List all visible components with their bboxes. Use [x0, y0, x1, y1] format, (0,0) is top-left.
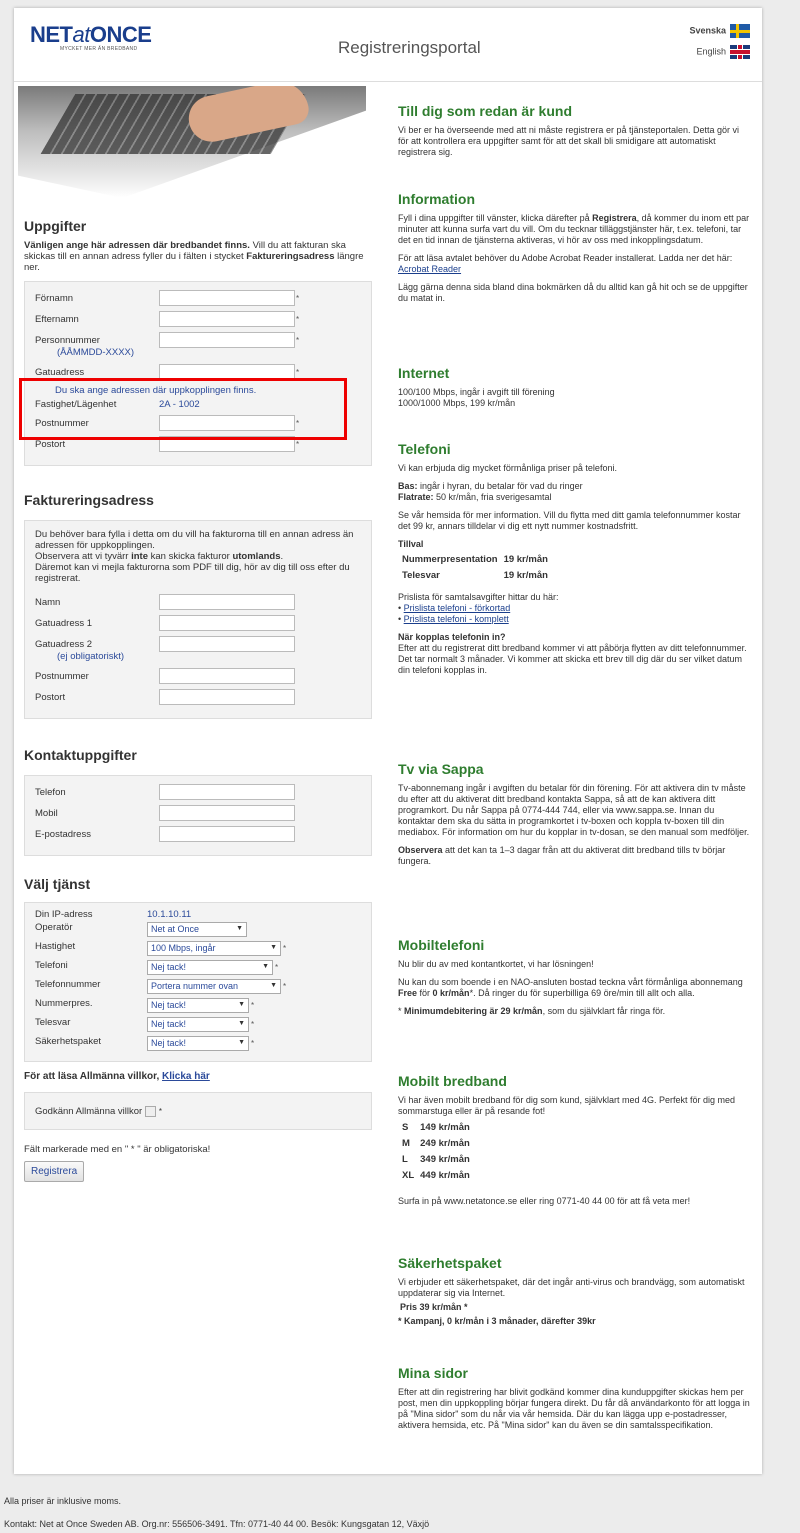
- section-internet: [398, 365, 752, 409]
- tv-p1: Tv-abonnemang ingår i avgiften du betalar för din förening. För att aktivera din tv måste du efter att du aktiverat ditt bredband kontakta Sappa, så att de kan aktivera ditt programkort. Du når Sappa på 0774-444 744, eller via www.sappa.se. Innan du kontaktar dem ska du sätta in programkortet i tv-boxen och koppla tv-boxen till din mediabox. För information om hur du kopplar in tv-dosan, se den manual som medföljer.: [398, 783, 750, 837]
- telesvar-select[interactable]: [147, 1017, 249, 1032]
- ip-value: 10.1.10.11: [147, 909, 192, 920]
- tv-heading: Tv via Sappa: [398, 761, 484, 777]
- faktura-box: [24, 520, 372, 719]
- nummerpres-select[interactable]: [147, 998, 249, 1013]
- kontakt-heading: Kontaktuppgifter: [24, 747, 137, 763]
- register-button[interactable]: Registrera: [24, 1161, 84, 1182]
- sak-pris: Pris 39 kr/mån *: [400, 1302, 468, 1312]
- fornamn-label: Förnamn: [35, 293, 74, 304]
- info-p1a: Fyll i dina uppgifter till vänster, klicka därefter på: [398, 213, 593, 223]
- required-note: Fält markerade med en " * " är obligatoriska!: [24, 1144, 211, 1155]
- chevron-down-icon: ▼: [236, 925, 243, 932]
- sakerhet-row: [35, 1036, 361, 1053]
- telefoni-label: Telefoni: [35, 960, 68, 971]
- epost-input[interactable]: [159, 826, 295, 842]
- required-mark: *: [296, 315, 300, 324]
- acrobat-reader-link[interactable]: Acrobat Reader: [398, 264, 462, 274]
- mobbb-price: 449 kr/mån: [420, 1170, 470, 1181]
- faktura-postort-label: Postort: [35, 692, 66, 703]
- personnummer-row: [35, 332, 361, 353]
- gatuadress2-row: [35, 636, 361, 657]
- table-row: [400, 554, 550, 568]
- chevron-down-icon: ▼: [238, 1039, 245, 1046]
- kopplas-heading: När kopplas telefonin in?: [398, 632, 506, 642]
- highlight-box: [19, 378, 347, 440]
- sakerhet-label: Säkerhetspaket: [35, 1036, 102, 1047]
- namn-label: Namn: [35, 597, 61, 608]
- mobbb-size: XL: [402, 1170, 415, 1181]
- info-p1c: , då kommer du inom ett par minuter att kunna surfa vart du vill. Om du tecknar tilläggstjänster här, t.ex. telefoni, tar det en tid innan de tjänsterna aktiveras, vi hör av oss med inkopplingsdatum.: [398, 213, 750, 245]
- tillval-name: Telesvar: [402, 570, 440, 581]
- tillval-heading: Tillval: [398, 539, 424, 549]
- kund-heading: Till dig som redan är kund: [398, 103, 572, 119]
- telefon-row: [35, 784, 361, 805]
- telefonnummer-row: [35, 979, 361, 998]
- hastighet-value: 100 Mbps, ingår: [151, 943, 216, 953]
- namn-row: [35, 594, 361, 615]
- info-p2: [398, 253, 752, 275]
- uk-flag-icon[interactable]: [730, 45, 750, 59]
- intro2e: .: [280, 551, 284, 562]
- operator-row: [35, 922, 361, 941]
- required-mark: *: [296, 336, 300, 345]
- mina-sidor-heading: Mina sidor: [398, 1365, 469, 1381]
- mobtel-p2: [398, 977, 752, 999]
- ip-label: Din IP-adress: [35, 909, 93, 920]
- intro2d: utomlands: [232, 551, 281, 562]
- hastighet-select[interactable]: [147, 941, 281, 956]
- mobtel-p2d: 0 kr/mån: [432, 988, 470, 998]
- language-swedish[interactable]: [689, 24, 750, 38]
- personnummer-input[interactable]: [159, 332, 295, 348]
- tillval-price: 19 kr/mån: [503, 570, 548, 581]
- telefoni-value: Nej tack!: [151, 962, 187, 972]
- accept-checkbox[interactable]: [145, 1106, 156, 1117]
- epost-row: [35, 826, 361, 847]
- required-mark: *: [251, 1039, 255, 1048]
- tjanst-heading: Välj tjänst: [24, 876, 91, 892]
- mobtel-p2e: *. Då ringer du för superbilliga 69 öre/min till allt och alla.: [469, 988, 695, 998]
- mobbb-size: M: [402, 1138, 410, 1149]
- tillval-name: Nummerpresentation: [402, 554, 498, 565]
- mobbb-p2: Surfa in på www.netatonce.se eller ring 0771-40 44 00 för att få veta mer!: [398, 1196, 691, 1206]
- footer-kontakt: Kontakt: Net at Once Sweden AB. Org.nr: 556506-3491. Tfn: 0771-40 44 00. Besök: Kungsgatan 12, Växjö: [4, 1519, 430, 1529]
- required-mark: *: [158, 1107, 162, 1117]
- telefoni-select[interactable]: [147, 960, 273, 975]
- gatuadress1-input[interactable]: [159, 615, 295, 631]
- hastighet-row: [35, 941, 361, 960]
- info-p3: Lägg gärna denna sida bland dina bokmärken då du alltid kan gå hit och se de uppgifter du matat in.: [398, 282, 748, 303]
- faktura-postort-row: [35, 689, 361, 710]
- gatuadress2-label: Gatuadress 2: [35, 639, 93, 650]
- table-row: [400, 570, 550, 584]
- flatrate-text: 50 kr/mån, fria sverigesamtal: [433, 492, 552, 502]
- operator-label: Operatör: [35, 922, 73, 933]
- telesvar-label: Telesvar: [35, 1017, 71, 1028]
- mobbb-price: 249 kr/mån: [420, 1138, 470, 1149]
- page-container: [14, 8, 762, 1474]
- efternamn-label: Efternamn: [35, 314, 79, 325]
- intro-rest: Vill du att fakturan ska skickas till en annan adress fyller du i fälten i stycket: [24, 240, 346, 262]
- faktura-postort-input[interactable]: [159, 689, 295, 705]
- mobtel-p3b: Minimumdebitering är 29 kr/mån: [404, 1006, 543, 1016]
- uppgifter-box: [24, 281, 372, 466]
- address-note: Du ska ange adressen där uppkopplingen finns.: [55, 385, 257, 396]
- sakerhetspaket-heading: Säkerhetspaket: [398, 1255, 502, 1271]
- flatrate-bold: Flatrate:: [398, 492, 434, 502]
- tv-p2-text: att det kan ta 1–3 dagar från att du aktiverat ditt bredband tills tv börjar fungera.: [398, 845, 726, 866]
- intro2c: kan skicka fakturor: [147, 551, 233, 562]
- header: [14, 8, 762, 82]
- mobtel-p3a: *: [398, 1006, 405, 1016]
- accept-label: Godkänn Allmänna villkor: [35, 1106, 143, 1118]
- required-mark: *: [283, 982, 287, 991]
- language-swedish-label: Svenska: [689, 25, 726, 36]
- telefonnummer-select[interactable]: [147, 979, 281, 994]
- intro2b: inte: [131, 551, 148, 562]
- personnummer-hint: (ÅÅMMDD-XXXX): [57, 347, 135, 358]
- faktura-heading: Faktureringsadress: [24, 492, 154, 508]
- required-mark: *: [251, 1001, 255, 1010]
- mobbb-size: S: [402, 1122, 409, 1133]
- chevron-down-icon: ▼: [238, 1001, 245, 1008]
- accept-box: [24, 1092, 372, 1130]
- section-information: [398, 191, 752, 311]
- mobil-label: Mobil: [35, 808, 58, 819]
- mobbb-size: L: [402, 1154, 408, 1165]
- tv-p2: [398, 845, 752, 867]
- required-mark: *: [296, 419, 300, 428]
- intro-bold: Vänligen ange här adressen där bredbandet finns.: [24, 240, 250, 251]
- chevron-down-icon: ▼: [270, 982, 277, 989]
- telefonnummer-label: Telefonnummer: [35, 979, 101, 990]
- mobtel-p2c: för: [417, 988, 433, 998]
- tillval-price: 19 kr/mån: [503, 554, 548, 565]
- info-heading: Information: [398, 191, 475, 207]
- section-mobiltelefoni: [398, 937, 752, 1024]
- intro-bold2: Faktureringsadress: [246, 251, 335, 262]
- required-mark: *: [296, 440, 300, 449]
- swedish-flag-icon[interactable]: [730, 24, 750, 38]
- sak-kampanj: * Kampanj, 0 kr/mån i 3 månader, därefter 39kr: [398, 1316, 596, 1326]
- telesvar-value: Nej tack!: [151, 1019, 187, 1029]
- faktura-postnummer-label: Postnummer: [35, 671, 89, 682]
- section-kund: [398, 103, 752, 165]
- internet-heading: Internet: [398, 365, 450, 381]
- prislista-kort-link[interactable]: Prislista telefoni - förkortad: [403, 603, 511, 613]
- terms-link[interactable]: Klicka här: [162, 1071, 210, 1082]
- efternamn-input[interactable]: [159, 311, 295, 327]
- section-telefoni: [398, 441, 752, 683]
- mina-sidor-text: Efter att din registrering har blivit godkänd kommer dina kunduppgifter skickas hem per post, men din uppkoppling börjar fungera direkt. Du får då användarkonto för att logga in på "Mina sidor" som du når via vår hemsida. Där du kan lägga upp e-postadresser, aktivera hemsida, etc. På "Mina sidor" kan du även se din samtalsspecifikation.: [398, 1387, 750, 1430]
- fastighet-value: 2A - 1002: [159, 399, 200, 410]
- gatuadress-label: Gatuadress: [35, 367, 85, 378]
- chevron-down-icon: ▼: [238, 1020, 245, 1027]
- fornamn-row: [35, 290, 361, 311]
- telefoni-p3: Se vår hemsida för mer information. Vill du flytta med ditt gamla telefonnummer kostar det 99 kr, annars tilldelar vi dig ett nytt nummer kostnadsfritt.: [398, 510, 741, 531]
- uppgifter-heading: Uppgifter: [24, 218, 87, 234]
- telefoni-row: [35, 960, 361, 979]
- logo-tagline: MYCKET MER ÄN BREDBAND: [60, 46, 138, 52]
- mobtel-p2a: Nu kan du som boende i en NAO-ansluten bostad teckna vårt förmånliga abonnemang: [398, 977, 743, 987]
- bas-text: ingår i hyran, du betalar för vad du ringer: [417, 481, 583, 491]
- mobtel-p1: Nu blir du av med kontantkortet, vi har lösningen!: [398, 959, 594, 969]
- footer-moms: Alla priser är inklusive moms.: [4, 1496, 122, 1506]
- telefoni-p1: Vi kan erbjuda dig mycket förmånliga priser på telefoni.: [398, 463, 617, 473]
- kontakt-box: [24, 775, 372, 856]
- nummerpres-value: Nej tack!: [151, 1000, 187, 1010]
- nummerpres-row: [35, 998, 361, 1017]
- mobil-input[interactable]: [159, 805, 295, 821]
- kund-text: Vi ber er ha överseende med att ni måste registrera er på tjänsteportalen. Detta gör vi för att kontrollera era uppgifter samt för att det skall bli smidigare att automatiskt registrera sig.: [398, 125, 740, 157]
- mobtel-p3: [398, 1006, 752, 1017]
- table-row: [400, 1122, 472, 1136]
- table-row: [400, 1154, 472, 1168]
- portal-title: Registreringsportal: [338, 38, 481, 57]
- info-p1: [398, 213, 752, 246]
- language-english-label: English: [696, 46, 726, 57]
- prislista: Prislista för samtalsavgifter hittar du här: • Prislista telefoni - förkortad • Prislista telefoni - komplett: [398, 592, 559, 624]
- ip-row: [35, 909, 361, 922]
- section-tv: [398, 761, 752, 874]
- sakerhet-value: Nej tack!: [151, 1038, 187, 1048]
- logo-at: at: [72, 22, 90, 47]
- kopplas-text: Efter att du registrerat ditt bredband kommer vi att påbörja flytten av ditt telefonnummer. Det tar normalt 3 månader. Vi kommer att skicka ett brev till dig där du ser vilket datum din telefoni kopplas in.: [398, 643, 747, 675]
- telesvar-row: [35, 1017, 361, 1036]
- mobbb-price: 349 kr/mån: [420, 1154, 470, 1165]
- mobilt-bredband-heading: Mobilt bredband: [398, 1073, 507, 1089]
- intro2a: Observera att vi tyvärr: [35, 551, 132, 562]
- logo[interactable]: [30, 22, 151, 52]
- namn-input[interactable]: [159, 594, 295, 610]
- postnummer-label: Postnummer: [35, 418, 89, 429]
- logo-net: NET: [30, 22, 73, 47]
- chevron-down-icon: ▼: [270, 944, 277, 951]
- prislista-komplett-link[interactable]: Prislista telefoni - komplett: [403, 614, 509, 624]
- gatuadress2-input[interactable]: [159, 636, 295, 652]
- sak-text: Vi erbjuder ett säkerhetspaket, där det ingår anti-virus och brandvägg, som automatiskt uppdaterar sig via Internet.: [398, 1277, 745, 1298]
- mobbb-price: 149 kr/mån: [420, 1122, 470, 1133]
- faktura-postnummer-input[interactable]: [159, 668, 295, 684]
- table-row: [400, 1138, 472, 1152]
- gatuadress1-label: Gatuadress 1: [35, 618, 93, 629]
- faktura-intro: [35, 529, 361, 584]
- uppgifter-intro: [24, 240, 372, 273]
- required-mark: *: [275, 963, 279, 972]
- gatuadress1-row: [35, 615, 361, 636]
- terms-text: För att läsa Allmänna villkor,: [24, 1071, 163, 1082]
- fastighet-label: Fastighet/Lägenhet: [35, 399, 117, 410]
- faktura-intro3: Däremot kan vi mejla fakturorna som PDF till dig, hör av dig till oss efter du registrerat.: [35, 562, 350, 584]
- required-mark: *: [296, 294, 300, 303]
- section-mina-sidor: [398, 1365, 752, 1438]
- telefon-input[interactable]: [159, 784, 295, 800]
- section-sakerhetspaket: [398, 1255, 752, 1327]
- required-mark: *: [283, 944, 287, 953]
- postort-label: Postort: [35, 439, 66, 450]
- tillval-table: [398, 552, 552, 586]
- logo-once: ONCE: [89, 22, 152, 47]
- internet-line2: 1000/1000 Mbps, 199 kr/mån: [398, 398, 516, 408]
- mobtel-p2b: Free: [398, 988, 418, 998]
- faktura-intro2: [35, 551, 361, 562]
- terms-line: [24, 1071, 372, 1082]
- intro-end: längre ner.: [24, 251, 364, 273]
- telefoni-p2: [398, 481, 752, 503]
- tjanst-box: [24, 902, 372, 1062]
- info-p2-text: För att läsa avtalet behöver du Adobe Acrobat Reader installerat. Ladda ner det här:: [398, 253, 733, 263]
- chevron-down-icon: ▼: [262, 963, 269, 970]
- sakerhet-select[interactable]: [147, 1036, 249, 1051]
- bas-bold: Bas:: [398, 481, 418, 491]
- prislista-text: Prislista för samtalsavgifter hittar du här:: [398, 592, 559, 602]
- mobbb-text: Vi har även mobilt bredband för dig som kund, självklart med 4G. Perfekt för dig med sommarstuga eller är på resande fot!: [398, 1095, 735, 1116]
- nummerpres-label: Nummerpres.: [35, 998, 93, 1009]
- required-mark: *: [251, 1020, 255, 1029]
- hero-laptop-image: [18, 86, 366, 198]
- mobtel-p3c: , som du självklart får ringa för.: [542, 1006, 666, 1016]
- required-mark: *: [296, 368, 300, 377]
- operator-select[interactable]: [147, 922, 247, 937]
- tv-observera: Observera: [398, 845, 443, 855]
- table-row: [400, 1170, 472, 1184]
- section-mobilt-bredband: [398, 1073, 752, 1214]
- internet-line1: 100/100 Mbps, ingår i avgift till förening: [398, 387, 555, 397]
- mobiltelefoni-heading: Mobiltelefoni: [398, 937, 485, 953]
- kopplas: [398, 632, 752, 676]
- mobbb-table: [398, 1120, 474, 1186]
- fornamn-input[interactable]: [159, 290, 295, 306]
- language-english[interactable]: [696, 45, 750, 59]
- telefonnummer-value: Portera nummer ovan: [151, 981, 239, 991]
- mobil-row: [35, 805, 361, 826]
- efternamn-row: [35, 311, 361, 332]
- epost-label: E-postadress: [35, 829, 91, 840]
- telefoni-heading: Telefoni: [398, 441, 451, 457]
- info-p1b: Registrera: [592, 213, 637, 223]
- registration-form: [24, 218, 372, 1182]
- personnummer-label: Personnummer: [35, 335, 100, 346]
- faktura-postnummer-row: [35, 668, 361, 689]
- hastighet-label: Hastighet: [35, 941, 76, 952]
- telefon-label: Telefon: [35, 787, 66, 798]
- faktura-intro1: Du behöver bara fylla i detta om du vill ha fakturorna till en annan adress än adressen för uppkopplingen.: [35, 529, 354, 551]
- gatuadress2-hint: (ej obligatoriskt): [57, 651, 125, 662]
- operator-value: Net at Once: [151, 924, 200, 934]
